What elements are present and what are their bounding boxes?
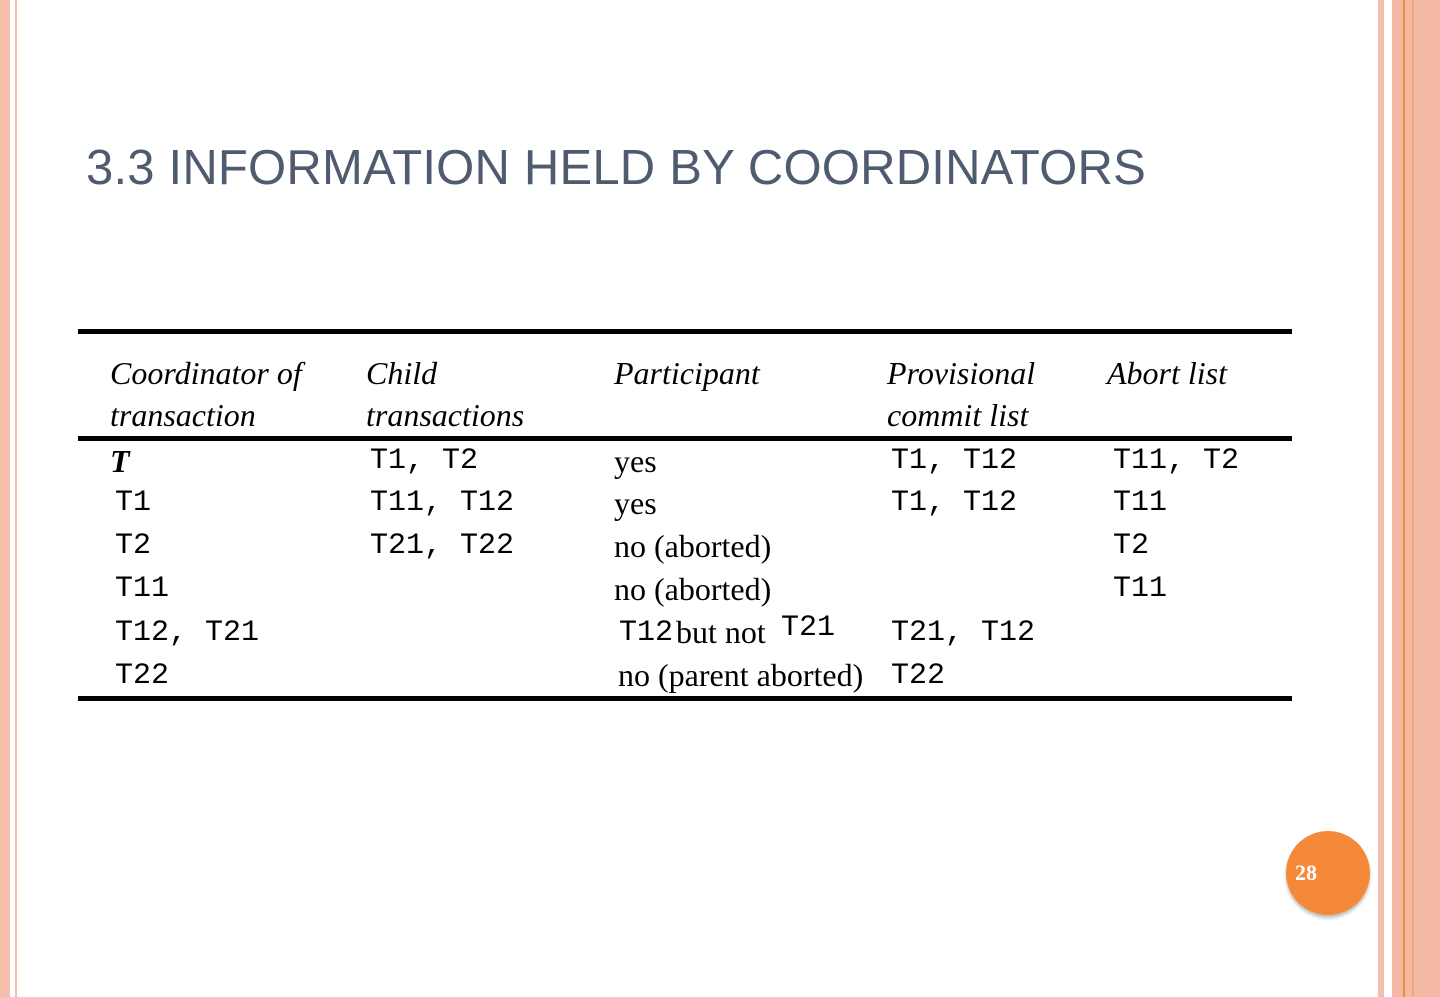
row-coordinator: T11 xyxy=(115,572,170,606)
row-participant-suffix: T21 xyxy=(781,611,836,645)
row-coordinator: T1 xyxy=(115,486,152,520)
row-children: T1, T2 xyxy=(370,444,479,478)
slide-title: 3.3 INFORMATION HELD BY COORDINATORS xyxy=(86,141,1146,195)
row-participant: no (parent aborted) xyxy=(618,657,864,693)
row-coordinator: T12, T21 xyxy=(115,616,260,650)
header-line: Abort list xyxy=(1107,355,1228,391)
row-participant: yes xyxy=(614,485,657,521)
row-children: T21, T22 xyxy=(370,529,515,563)
header-line: Child xyxy=(366,355,438,391)
header-line: Coordinator of xyxy=(110,355,302,391)
header-line: commit list xyxy=(887,397,1029,433)
row-abort: T11, T2 xyxy=(1113,444,1240,478)
right-decor-line xyxy=(1412,0,1414,997)
row-participant: yes xyxy=(614,443,657,479)
row-coordinator: T xyxy=(110,443,130,479)
row-participant-prefix: T12 xyxy=(619,616,674,650)
row-participant: no (aborted) xyxy=(614,571,772,607)
page-number-badge xyxy=(1286,831,1370,915)
row-abort: T11 xyxy=(1113,486,1168,520)
header-coordinator xyxy=(110,352,302,436)
table-bottom-rule xyxy=(78,696,1292,701)
row-abort: T2 xyxy=(1113,529,1150,563)
page-number: 28 xyxy=(1295,860,1317,885)
left-decor-line xyxy=(15,0,17,997)
row-provisional: T1, T12 xyxy=(891,486,1018,520)
header-provisional-commit-list xyxy=(887,352,1035,436)
row-participant: no (aborted) xyxy=(614,528,772,564)
row-abort: T11 xyxy=(1113,572,1168,606)
row-provisional: T21, T12 xyxy=(891,616,1036,650)
row-coordinator: T22 xyxy=(115,659,170,693)
header-line: transaction xyxy=(110,397,256,433)
header-line: Provisional xyxy=(887,355,1036,391)
right-decor-band xyxy=(1392,0,1440,997)
right-decor-line xyxy=(1403,0,1405,997)
header-line: transactions xyxy=(366,397,525,433)
header-line: Participant xyxy=(614,355,760,391)
row-coordinator: T2 xyxy=(115,529,152,563)
header-child-transactions xyxy=(366,352,524,436)
row-provisional: T1, T12 xyxy=(891,444,1018,478)
row-children: T11, T12 xyxy=(370,486,515,520)
right-decor-thin xyxy=(1378,0,1384,997)
table-top-rule xyxy=(78,329,1292,334)
row-participant: but not xyxy=(676,614,766,650)
header-abort-list xyxy=(1107,352,1227,394)
row-provisional: T22 xyxy=(891,659,946,693)
header-participant xyxy=(614,352,760,394)
left-decor-strip xyxy=(0,0,10,997)
table-header-rule xyxy=(78,436,1292,441)
